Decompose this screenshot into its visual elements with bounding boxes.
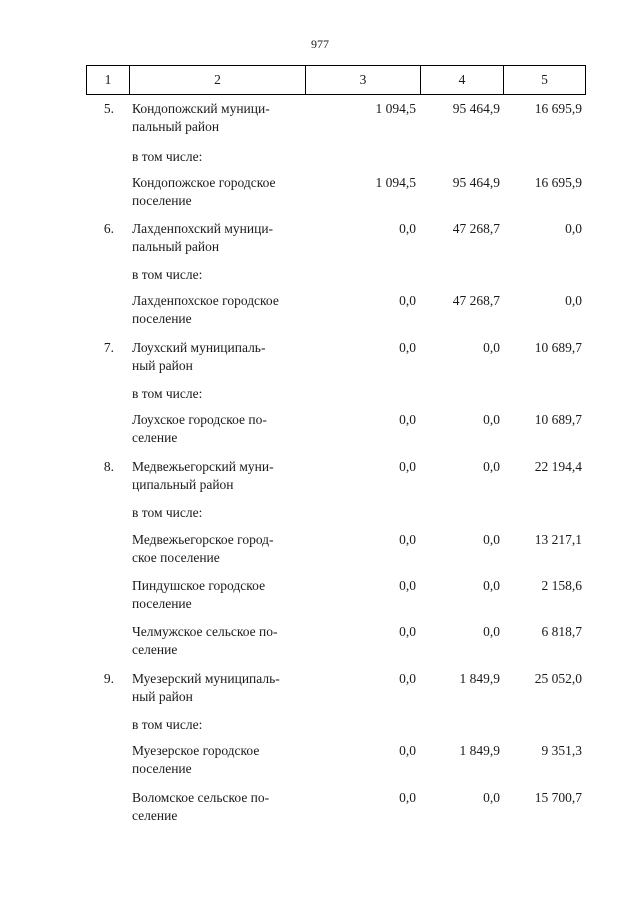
row-value-col-5: 0,0 xyxy=(565,293,582,308)
row-value-col-3: 0,0 xyxy=(399,412,416,427)
row-name xyxy=(132,670,312,706)
row-value-col-5: 10 689,7 xyxy=(534,412,582,427)
row-value-col-4: 0,0 xyxy=(483,624,500,639)
row-value-col-4: 47 268,7 xyxy=(452,293,500,308)
row-value-col-5: 0,0 xyxy=(565,221,582,236)
row-number: 5. xyxy=(103,101,114,116)
row-value-col-4: 0,0 xyxy=(483,340,500,355)
row-value-col-3: 0,0 xyxy=(399,532,416,547)
row-name xyxy=(132,504,312,522)
row-value-col-3: 0,0 xyxy=(399,340,416,355)
row-value-col-3: 1 094,5 xyxy=(375,175,416,190)
row-name-line: пальный район xyxy=(132,239,220,254)
row-value-col-5: 22 194,4 xyxy=(534,459,582,474)
row-number: 9. xyxy=(103,671,114,686)
row-value-col-4: 47 268,7 xyxy=(452,221,500,236)
row-value-col-3: 0,0 xyxy=(399,790,416,805)
header-col-3: 3 xyxy=(306,66,421,94)
row-name-line: Муезерский муниципаль- xyxy=(132,671,280,686)
row-name-line: Воломское сельское по- xyxy=(132,790,270,805)
row-value-col-4: 0,0 xyxy=(483,578,500,593)
row-number: 7. xyxy=(103,340,114,355)
row-value-col-4: 0,0 xyxy=(483,790,500,805)
row-name xyxy=(132,148,312,166)
row-name-line: в том числе: xyxy=(132,267,203,282)
row-name xyxy=(132,292,312,328)
row-name-line: ный район xyxy=(132,689,193,704)
row-value-col-4: 0,0 xyxy=(483,412,500,427)
row-value-col-5: 13 217,1 xyxy=(534,532,582,547)
row-name-line: селение xyxy=(132,808,178,823)
row-name-line: Лоухский муниципаль- xyxy=(132,340,266,355)
row-number: 6. xyxy=(103,221,114,236)
row-name-line: ный район xyxy=(132,358,193,373)
row-name-line: Лоухское городское по- xyxy=(132,412,267,427)
row-name xyxy=(132,623,312,659)
row-name-line: поселение xyxy=(132,761,192,776)
row-value-col-3: 0,0 xyxy=(399,743,416,758)
page-number: 977 xyxy=(311,37,329,51)
header-col-2: 2 xyxy=(130,66,306,94)
row-name-line: Лахденпохский муници- xyxy=(132,221,274,236)
row-value-col-4: 0,0 xyxy=(483,459,500,474)
row-value-col-5: 6 818,7 xyxy=(541,624,582,639)
row-name-line: в том числе: xyxy=(132,717,203,732)
row-name xyxy=(132,531,312,567)
row-name xyxy=(132,100,312,136)
row-name-line: поселение xyxy=(132,193,192,208)
row-name-line: в том числе: xyxy=(132,149,203,164)
row-name-line: Медвежьегорское город- xyxy=(132,532,274,547)
row-name xyxy=(132,577,312,613)
row-name-line: селение xyxy=(132,430,178,445)
row-name xyxy=(132,220,312,256)
row-name-line: в том числе: xyxy=(132,386,203,401)
row-name xyxy=(132,411,312,447)
row-name-line: Кондопожское городское xyxy=(132,175,276,190)
row-value-col-5: 9 351,3 xyxy=(541,743,582,758)
row-value-col-4: 1 849,9 xyxy=(459,671,500,686)
row-value-col-5: 25 052,0 xyxy=(534,671,582,686)
row-name-line: Пиндушское городское xyxy=(132,578,266,593)
row-value-col-3: 0,0 xyxy=(399,459,416,474)
row-value-col-5: 15 700,7 xyxy=(534,790,582,805)
table-header xyxy=(86,65,586,95)
row-name xyxy=(132,789,312,825)
header-col-5: 5 xyxy=(541,72,548,87)
row-value-col-3: 0,0 xyxy=(399,624,416,639)
row-number: 8. xyxy=(103,459,114,474)
row-name xyxy=(132,716,312,734)
row-name-line: селение xyxy=(132,642,178,657)
row-value-col-3: 0,0 xyxy=(399,221,416,236)
row-name-line: поселение xyxy=(132,311,192,326)
row-value-col-4: 95 464,9 xyxy=(452,101,500,116)
row-name xyxy=(132,266,312,284)
row-name-line: Челмужское сельское по- xyxy=(132,624,278,639)
row-value-col-4: 95 464,9 xyxy=(452,175,500,190)
row-name-line: Медвежьегорский муни- xyxy=(132,459,274,474)
header-col-1: 1 xyxy=(87,66,130,94)
row-value-col-5: 16 695,9 xyxy=(534,101,582,116)
row-value-col-4: 1 849,9 xyxy=(459,743,500,758)
row-name xyxy=(132,174,312,210)
row-value-col-4: 0,0 xyxy=(483,532,500,547)
row-value-col-3: 0,0 xyxy=(399,578,416,593)
header-col-4: 4 xyxy=(421,66,504,94)
row-value-col-5: 2 158,6 xyxy=(541,578,582,593)
row-name xyxy=(132,385,312,403)
row-name-line: в том числе: xyxy=(132,505,203,520)
row-value-col-3: 1 094,5 xyxy=(375,101,416,116)
row-name-line: Кондопожский муници- xyxy=(132,101,270,116)
row-value-col-3: 0,0 xyxy=(399,671,416,686)
row-value-col-5: 10 689,7 xyxy=(534,340,582,355)
row-name-line: Муезерское городское xyxy=(132,743,260,758)
row-name-line: поселение xyxy=(132,596,192,611)
row-name xyxy=(132,339,312,375)
row-value-col-3: 0,0 xyxy=(399,293,416,308)
row-name xyxy=(132,458,312,494)
row-name-line: ципальный район xyxy=(132,477,234,492)
row-name-line: Лахденпохское городское xyxy=(132,293,279,308)
row-name xyxy=(132,742,312,778)
row-name-line: пальный район xyxy=(132,119,220,134)
row-name-line: ское поселение xyxy=(132,550,220,565)
row-value-col-5: 16 695,9 xyxy=(534,175,582,190)
